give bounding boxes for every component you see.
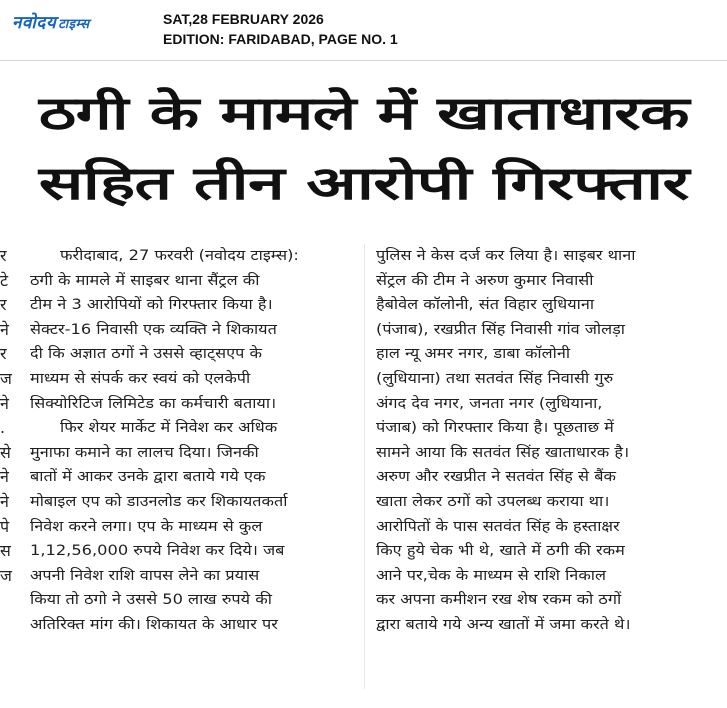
edition-meta [163,9,398,49]
article-line: सेंट्रल की टीम ने अरुण कुमार निवासी [376,272,594,289]
article-line: हैबोवेल कॉलोनी, संत विहार लुधियाना [376,297,595,314]
article-line: ठगी के मामले में साइबर थाना सैंट्रल की [30,272,260,289]
article-line: पंजाब) को गिरफ्तार किया है। पूछताछ में [376,420,614,437]
article-line: सामने आया कि सतवंत सिंह खाताधारक है। [376,444,630,461]
column-divider [364,244,365,689]
article-line: कर अपना कमीशन रख शेष रकम को ठगों [376,592,622,609]
article-line: अरुण और रखप्रीत ने सतवंत सिंह से बैंक [376,469,616,486]
prev-column-char: ने [0,393,9,413]
prev-column-char: र [0,246,7,265]
headline-line: सहित तीन आरोपी गिरफ्तार [38,156,689,210]
article-line: अपनी निवेश राशि वापस लेने का प्रयास [30,567,260,584]
article-line: फिर शेयर मार्केट में निवेश कर अधिक [60,420,278,437]
logo-main-text: नवोदय [12,13,57,33]
prev-column-char: से [0,442,11,462]
logo-sub-text: टाइम्स [58,17,90,32]
article-line: हाल न्यू अमर नगर, डाबा कॉलोनी [376,346,571,363]
article-line: किया तो ठगो ने उससे 50 लाख रुपये की [30,592,272,609]
article-line: (लुधियाना) तथा सतवंत सिंह निवासी गुरु [376,370,614,387]
article-line: आने पर,चेक के माध्यम से राशि निकाल [376,567,607,584]
header-divider [0,60,727,61]
article-line: सिक्योरिटिज लिमिटेड का कर्मचारी बताया। [30,395,277,412]
article-line: माध्यम से संपर्क कर स्वयं को एलकेपी [30,370,251,387]
prev-column-char: टे [0,270,9,290]
prev-column-char: ने [0,491,9,511]
prev-column-char: र [0,344,7,364]
article-line: अंगद देव नगर, जनता नगर (लुधियाना, [376,395,603,412]
previous-column-fragment [0,244,14,588]
article-line: द्वारा बताये गये अन्य खातों में जमा करते थे। [376,616,631,633]
masthead [0,0,727,60]
article-line: 1,12,56,000 रुपये निवेश कर दिये। जब [30,543,285,560]
prev-column-char: ने [0,467,9,487]
headline-line: ठगी के मामले में खाताधारक [38,86,689,140]
article-line: बातों में आकर उनके द्वारा बताये गये एक [30,469,266,486]
article-line: निवेश करने लगा। एप के माध्यम से कुल [30,518,263,535]
prev-column-char: ज [0,565,12,585]
prev-column-char: र [0,295,7,315]
article-column-2 [376,244,701,638]
article-line: टीम ने 3 आरोपियों को गिरफ्तार किया है। [30,297,273,314]
article-line: (पंजाब), रखप्रीत सिंह निवासी गांव जोलड़ा [376,321,626,338]
article-line: फरीदाबाद, 27 फरवरी (नवोदय टाइम्स): [60,248,299,264]
article-line: पुलिस ने केस दर्ज कर लिया है। साइबर थाना [376,248,636,264]
article-line: सेक्टर-16 निवासी एक व्यक्ति ने शिकायत [30,321,277,338]
date-line: SAT,28 FEBRUARY 2026 [163,11,324,27]
prev-column-char: ने [0,319,9,339]
article-line: आरोपितों के पास सतवंत सिंह के हस्ताक्षर [376,518,620,535]
edition-line: EDITION: FARIDABAD, PAGE NO. 1 [163,31,398,47]
article-line: अतिरिक्त मांग की। शिकायत के आधार पर [30,616,278,633]
article-column-1 [30,244,352,638]
prev-column-char: स [0,541,11,561]
article-line: खाता लेकर ठगों को उपलब्ध कराया था। [376,493,610,510]
prev-column-char: पे [0,516,10,536]
headline [0,78,727,218]
article-line: दी कि अज्ञात ठगों ने उससे व्हाट्सएप के [30,346,262,363]
newspaper-logo[interactable] [12,10,90,33]
article-line: मुनाफा कमाने का लालच दिया। जिनकी [30,444,259,461]
article-line: किए हुये चेक भी थे, खाते में ठगी की रकम [376,543,625,560]
prev-column-char: . [0,418,6,438]
prev-column-char: ज [0,368,12,388]
article-line: मोबाइल एप को डाउनलोड कर शिकायतकर्ता [30,493,288,510]
